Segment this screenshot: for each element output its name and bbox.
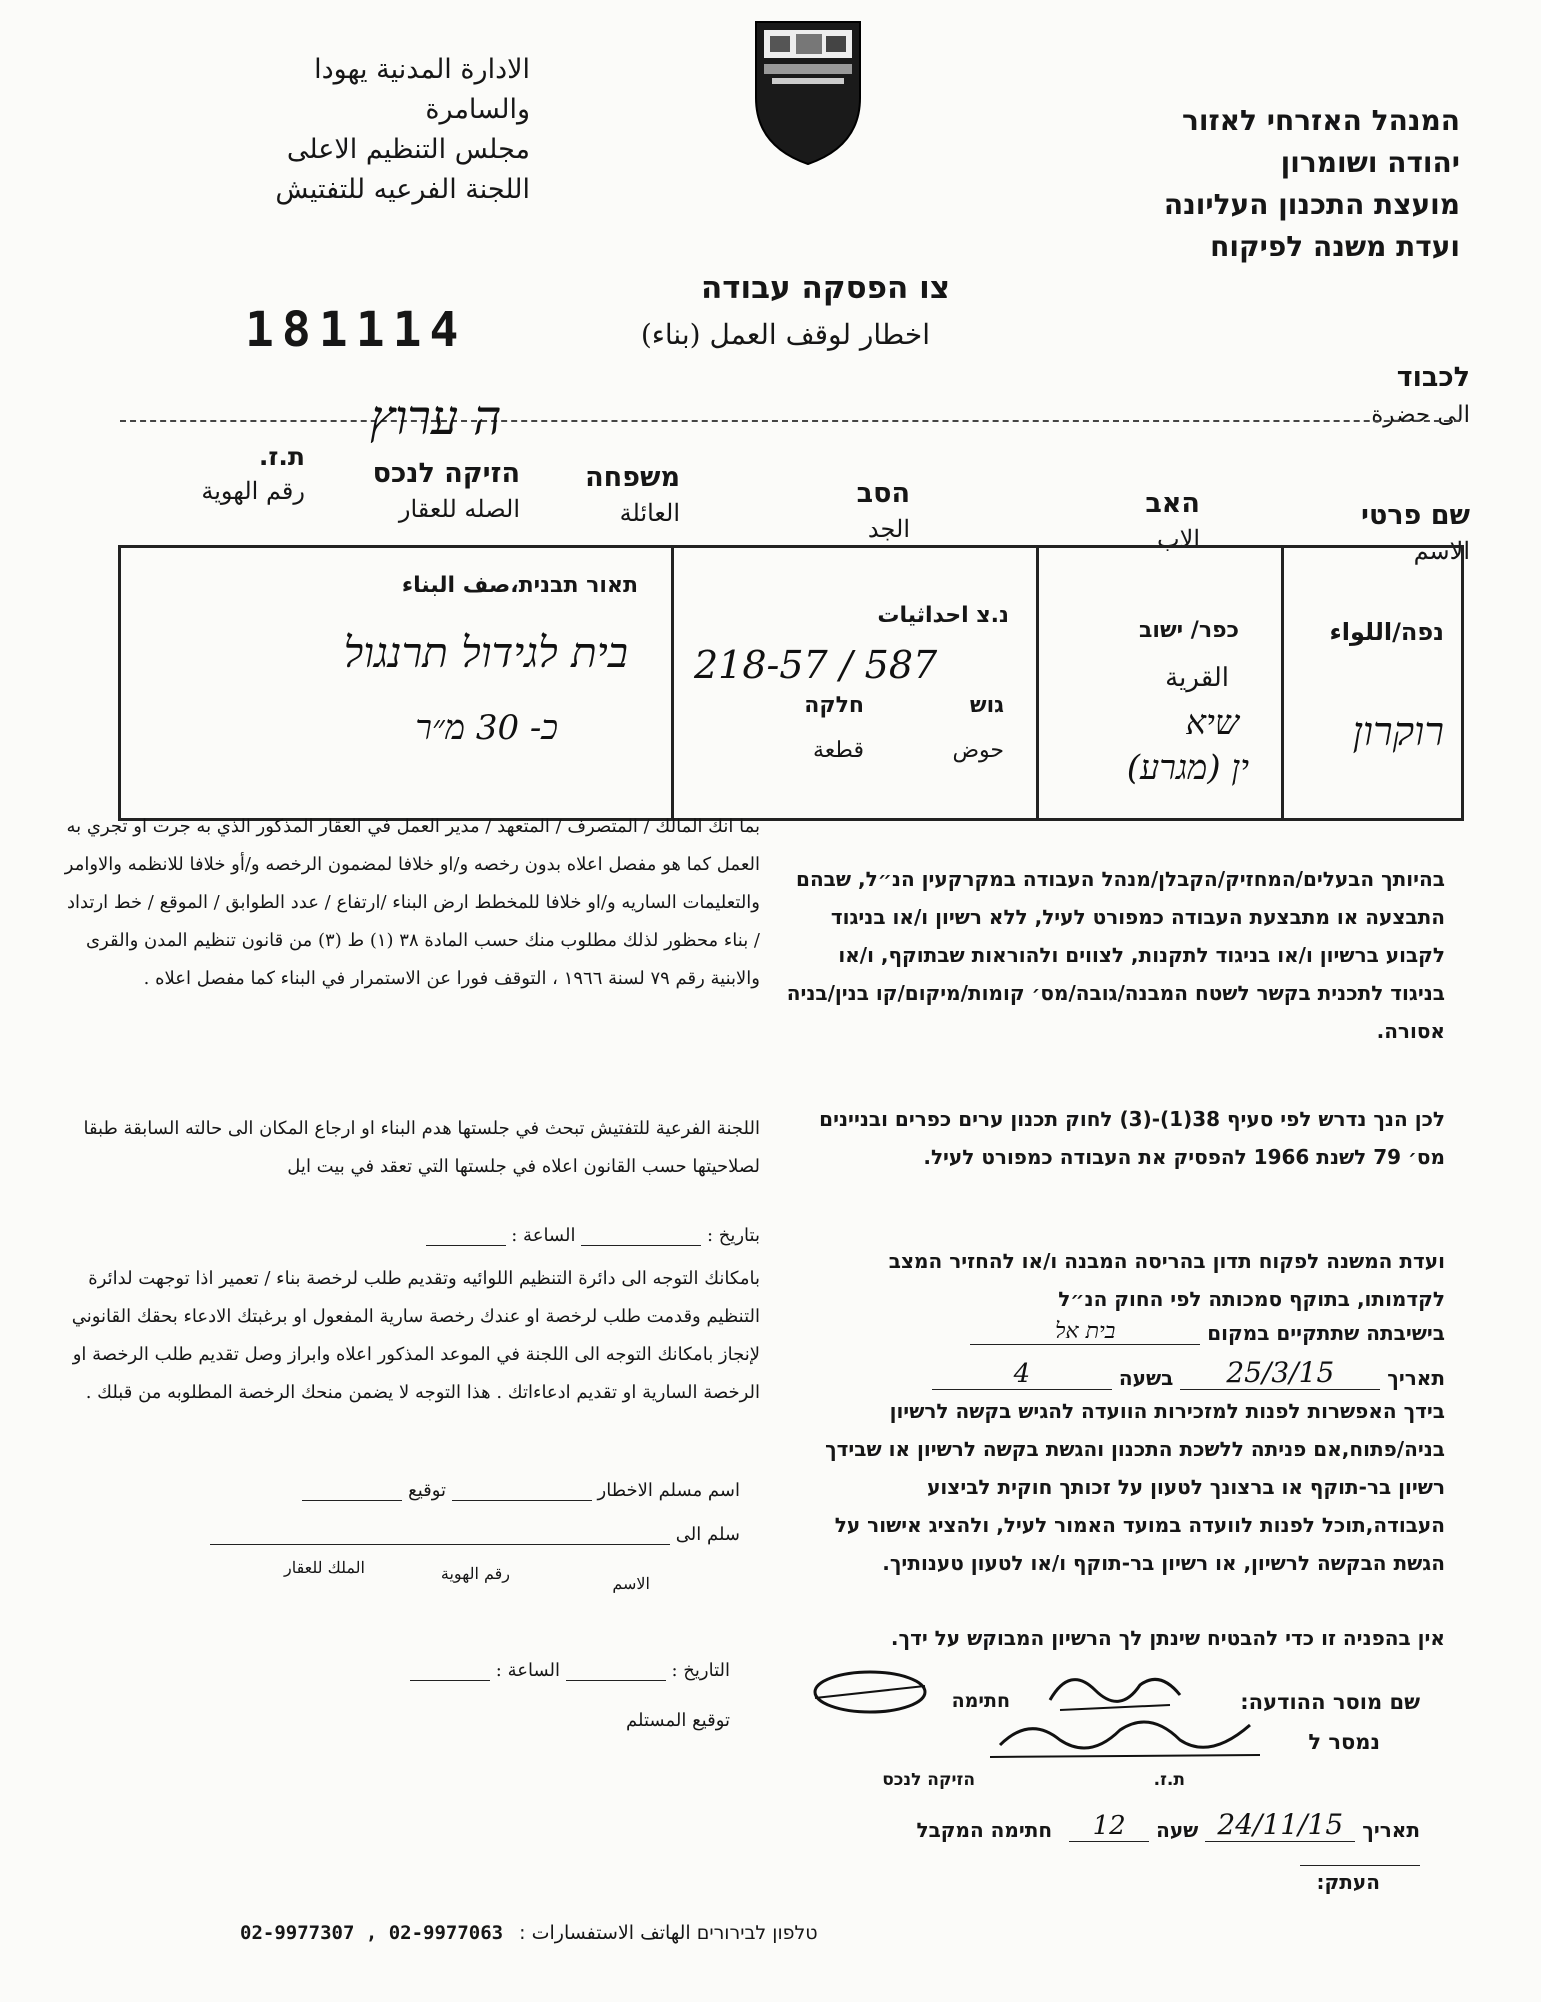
giver-signature-mark bbox=[800, 1660, 940, 1720]
property-table bbox=[118, 545, 1464, 821]
hebrew-para-3: ועדת המשנה לפקוח תדון בהריסה המבנה ו/או להחזיר המצב לקדמותו, בתוקף סמכותה לפי החוק הנ״ל bbox=[888, 1249, 1445, 1311]
emblem-icon bbox=[752, 18, 864, 168]
arabic-giver-label: اسم مسلم الاخطار bbox=[597, 1480, 740, 1501]
description-header: תאור תבנית،صف البناء bbox=[401, 573, 638, 598]
coords-header: נ.צ احداثيات bbox=[877, 603, 1009, 628]
session-place-value: בית אל bbox=[1055, 1319, 1116, 1344]
arabic-delivered-to-blank bbox=[210, 1544, 670, 1545]
arabic-receiver-sig bbox=[430, 1710, 730, 1731]
arabic-header bbox=[140, 50, 530, 210]
arabic-header-line-2: والسامرة bbox=[425, 94, 530, 125]
arabic-delivered-to bbox=[200, 1524, 740, 1545]
arabic-time-line bbox=[426, 1245, 506, 1246]
handwritten-family-name: ה ערוץ bbox=[370, 390, 502, 446]
district-value: רוקרון bbox=[1352, 709, 1444, 755]
arabic-date2-blank bbox=[566, 1680, 666, 1681]
relation-label: הזיקה לנכס bbox=[882, 1770, 975, 1790]
arabic-sign-label: توقيع bbox=[408, 1480, 447, 1501]
receiver-sig-label: חתימה המקבל bbox=[916, 1818, 1053, 1842]
arabic-para-3: بامكانك التوجه الى دائرة التنظيم اللوائيه وتقديم طلب لرخصة بناء / تعمير اذا توجهت لدائرة التنظيم وقدمت طلب لرخصة او عندك رخصة سارية المفعول او برغبتك الادعاء بحقك القانوني لإنجاز بامكانك التوجه الى اللجنة في الموعد المذكور اعلاه وابراز وصل تقديم طلب الرخصة او الرخصة السارية او تقديم ادعاءاتك . هذا التوجه لا يضمن منحك الرخصة المطلوبه من قبلك . bbox=[71, 1268, 760, 1403]
footer-label: טלפון לבירורים الهاتف الاستفسارات : bbox=[519, 1922, 818, 1944]
arabic-giver-blank bbox=[452, 1500, 592, 1501]
hebrew-para-1: בהיותך הבעלים/המחזיק/הקבלן/מנהל העבודה במקרקעין הנ״ל, שבהם התבצעה או מתבצעת העבודה כמפורט לעיל, ללא רשיון ו/או בניגוד לקבוע ברשיון ו/או בניגוד לתקנות, לצווים ולהוראות שבתוקף, ו/או בניגוד לתכנית בקשר לשטח המבנה/גובה/מס׳ קומות/מיקום/קו בנין/בניה אסורה. bbox=[786, 867, 1445, 1043]
village-value-1: שיא bbox=[1185, 703, 1239, 743]
date-label: תאריך bbox=[1387, 1366, 1445, 1390]
arabic-time2-blank bbox=[410, 1680, 490, 1681]
hebrew-header bbox=[1040, 100, 1460, 268]
cell-district bbox=[1284, 548, 1459, 816]
helka-label: חלקה bbox=[804, 693, 864, 718]
time-label: בשעה bbox=[1118, 1366, 1174, 1390]
receiver-sig-line bbox=[1300, 1865, 1420, 1866]
giver-label: שם מוסר ההודעה: bbox=[1240, 1690, 1420, 1714]
addressee-hebrew: לכבוד bbox=[1396, 362, 1470, 393]
cell-village bbox=[1039, 548, 1279, 816]
footer bbox=[240, 1922, 940, 1944]
time-value: 4 bbox=[1013, 1359, 1031, 1389]
time-line bbox=[932, 1359, 1112, 1390]
date-value: 25/3/15 bbox=[1226, 1356, 1335, 1389]
receipt-date-line bbox=[1205, 1808, 1355, 1842]
hebrew-header-line-4: ועדת משנה לפיקוח bbox=[1210, 230, 1460, 263]
arabic-date2-label: التاريخ : bbox=[671, 1660, 730, 1681]
arabic-sign-blank bbox=[302, 1500, 402, 1501]
arabic-id-label: رقم الهوية bbox=[440, 1564, 510, 1583]
coords-value: 218-57 / 587 bbox=[694, 643, 938, 687]
village-header-he: כפר/ ישוב bbox=[1139, 618, 1239, 643]
arabic-header-line-4: اللجنة الفرعيه للتفتيش bbox=[275, 174, 530, 205]
arabic-receiver-sig-label: توقيع المستلم bbox=[626, 1710, 730, 1731]
receipt-hour-label: שעה bbox=[1156, 1818, 1199, 1842]
field-father: האב الاب bbox=[1145, 488, 1200, 553]
arabic-time-label: الساعة : bbox=[511, 1225, 576, 1246]
arabic-date-line bbox=[581, 1245, 701, 1246]
arabic-para-1: بما انك المالك / المتصرف / المتعهد / مدير العمل في العقار المذكور الذي به جرت او تجري به العمل كما هو مفصل اعلاه بدون رخصه و/او خلافا لمضمون الرخصه و/أو خلافا للانظمه والاوامر والتعليمات الساريه و/او خلافا للمخطط ارض البناء /ارتفاع / عدد الطوابق / الموقع / خط ارتداد / بناء محظور لذلك مطلوب منك حسب المادة ٣٨ (١) ط (٣) من قانون تنظيم المدن والقرى والابنية رقم ٧٩ لسنة ١٩٦٦ ، التوقف فورا عن الاستمرار في البناء كما مفصل اعلاه . bbox=[64, 816, 760, 989]
hebrew-date-line bbox=[820, 1356, 1445, 1390]
delivered-to-signature bbox=[990, 1705, 1270, 1765]
gush-label: גוש bbox=[969, 693, 1004, 718]
arabic-para-2: اللجنة الفرعية للتفتيش تبحث في جلستها هدم البناء او ارجاع المكان الى حالته السابقة طبقا لصلاحيتها حسب القانون اعلاه في جلستها التي تعقد في بيت ايل bbox=[83, 1118, 760, 1177]
arabic-delivered-to-label: سلم الى bbox=[675, 1524, 740, 1545]
giver-signature-label: חתימה bbox=[951, 1690, 1010, 1712]
hebrew-para-4: בידך האפשרות לפנות למזכירות הוועדה להגיש בקשה לרשיון בניה/פתוח,אם פניתה ללשכת התכנון והגשת בקשה לרשיון או שבידך רשיון בר-תוקף או ברצונך לטעון על זכותך חוקית לביצוע העבודה,תוכל לפנות לוועדה במועד האמור לעיל, ולהציג אישור על הגשת הבקשה לרשיון, או רשיון בר-תוקף ו/או לטעון טענותיך. bbox=[825, 1399, 1445, 1575]
arabic-header-line-1: الادارة المدنية يهودا bbox=[314, 54, 530, 85]
cell-coordinates bbox=[674, 548, 1034, 816]
cell-description bbox=[121, 548, 668, 816]
arabic-date-time-line bbox=[340, 1225, 760, 1246]
qita-label: قطعة bbox=[813, 738, 864, 763]
arabic-date2-line bbox=[330, 1660, 730, 1681]
field-grandfather: הסב الجد bbox=[856, 478, 910, 543]
field-id: ת.ז. رقم الهوية bbox=[201, 442, 305, 505]
title-arabic: اخطار لوقف العمل (بناء) bbox=[640, 318, 930, 351]
copy-label: העתק: bbox=[1316, 1870, 1380, 1894]
hebrew-para-2: לכן הנך נדרש לפי סעיף 38(1)-(3) לחוק תכנון ערים כפרים ובניינים מס׳ 79 לשנת 1966 להפסיק את העבודה כמפורט לעיל. bbox=[819, 1107, 1445, 1169]
hod-label: حوض bbox=[952, 738, 1004, 763]
hebrew-header-line-2: יהודה ושומרון bbox=[1280, 146, 1460, 179]
hebrew-session-line bbox=[820, 1318, 1445, 1345]
session-place-line bbox=[970, 1318, 1200, 1345]
receipt-date-value: 24/11/15 bbox=[1217, 1808, 1344, 1841]
arabic-giver-line bbox=[210, 1480, 740, 1501]
hebrew-header-line-3: מועצת התכנון העליונה bbox=[1163, 188, 1460, 221]
field-first-name: שם פרטי الاسم bbox=[1361, 500, 1470, 565]
arabic-name-label: الاسم bbox=[612, 1574, 650, 1593]
id-label: ת.ז. bbox=[1153, 1770, 1185, 1790]
addressee-arabic: الى حضرة bbox=[1371, 402, 1470, 428]
receipt-date-label: תאריך bbox=[1362, 1818, 1420, 1842]
field-relation: הזיקה לנכס الصله للعقار bbox=[372, 458, 520, 523]
divider-line bbox=[120, 420, 1460, 422]
arabic-date-label: بتاريخ : bbox=[706, 1225, 760, 1246]
description-value-2: כ- 30 מ״ר bbox=[415, 708, 558, 748]
village-header-ar: القرية bbox=[1165, 663, 1229, 693]
receipt-hour-line bbox=[1069, 1811, 1149, 1842]
order-number: 181114 bbox=[245, 302, 467, 358]
arabic-header-line-3: مجلس التنظيم الاعلى bbox=[286, 134, 530, 165]
delivered-to-label: נמסר ל bbox=[1308, 1730, 1380, 1754]
arabic-owner-label: الملك للعقار bbox=[283, 1558, 365, 1577]
description-value-1: בית לגידול תרנגול bbox=[343, 628, 628, 677]
hebrew-header-line-1: המנהל האזרחי לאזור bbox=[1181, 104, 1460, 137]
receipt-line bbox=[800, 1808, 1420, 1866]
village-value-2: ין (מגרע) bbox=[1126, 748, 1249, 788]
session-label: בישיבתה שתתקיים במקום bbox=[1207, 1321, 1445, 1345]
hebrew-para-5: אין בהפניה זו כדי להבטיח שינתן לך הרשיון המבוקש על ידך. bbox=[890, 1626, 1445, 1650]
district-header: נפה/اللواء bbox=[1329, 618, 1444, 646]
arabic-time2-label: الساعة : bbox=[495, 1660, 561, 1681]
date-line bbox=[1180, 1356, 1380, 1390]
receipt-hour-value: 12 bbox=[1092, 1811, 1126, 1841]
field-family: משפחה العائلة bbox=[585, 462, 680, 527]
title-hebrew: צו הפסקה עבודה bbox=[700, 270, 950, 306]
footer-phones: 02-9977307 , 02-9977063 bbox=[240, 1922, 504, 1944]
